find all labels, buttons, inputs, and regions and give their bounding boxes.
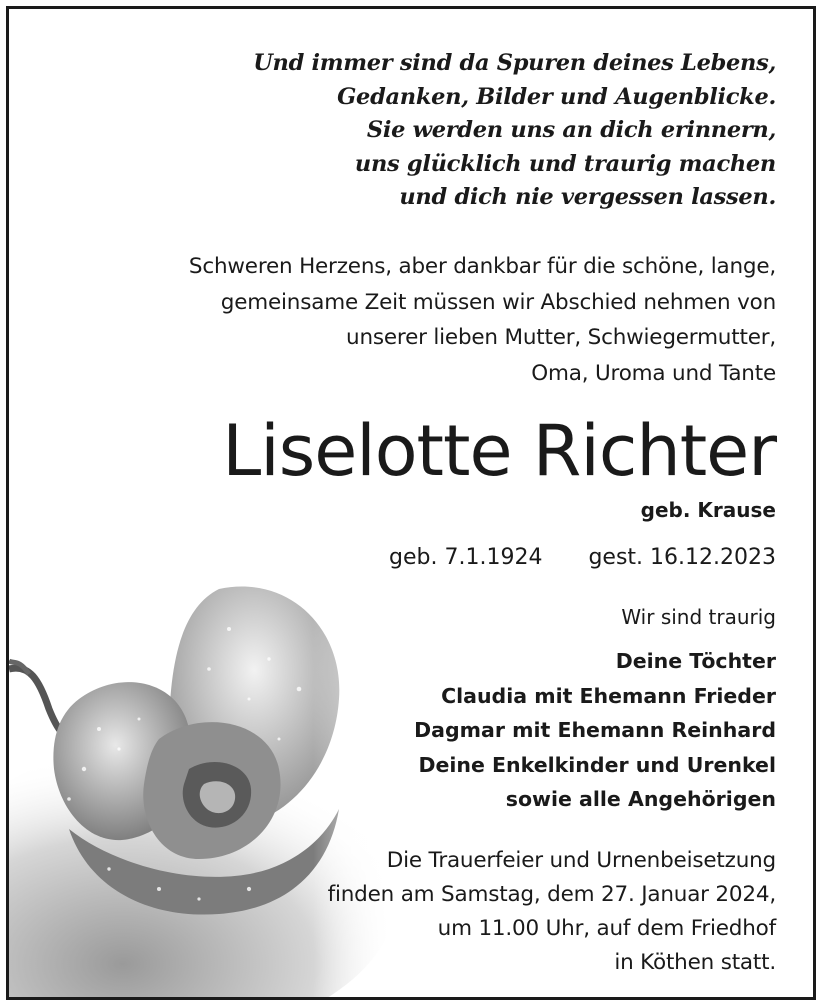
poem-line: und dich nie vergessen lassen. — [399, 184, 776, 210]
birth-date: geb. 7.1.1924 — [389, 545, 543, 570]
mourners-intro: Wir sind traurig — [621, 605, 776, 629]
mourner-line: Deine Töchter — [615, 649, 776, 673]
intro-line: unserer lieben Mutter, Schwiegermutter, — [346, 325, 776, 350]
service-line: Die Trauerfeier und Urnenbeisetzung — [386, 848, 776, 873]
intro-text — [189, 249, 776, 391]
mourner-line: Deine Enkelkinder und Urenkel — [418, 752, 776, 777]
life-dates — [389, 542, 776, 574]
service-line: finden am Samstag, dem 27. Januar 2024, — [327, 882, 776, 907]
intro-line: Oma, Uroma und Tante — [531, 360, 776, 386]
funeral-service-info — [328, 844, 776, 980]
deceased-name: Liselotte Richter — [222, 410, 776, 492]
mourner-line: Claudia mit Ehemann Frieder — [441, 683, 776, 708]
mourners-list — [414, 644, 776, 817]
mourner-line: Dagmar mit Ehemann Reinhard — [414, 718, 776, 742]
poem-line: Gedanken, Bilder und Augenblicke. — [337, 83, 776, 110]
intro-line: Schweren Herzens, aber dankbar für die schöne, lange, — [188, 254, 776, 279]
maiden-name: geb. Krause — [640, 498, 776, 522]
mourner-line: sowie alle Angehörigen — [505, 787, 776, 811]
intro-line: gemeinsame Zeit müssen wir Abschied nehmen von — [220, 289, 776, 315]
service-line: in Köthen statt. — [614, 950, 776, 975]
service-line: um 11.00 Uhr, auf dem Friedhof — [437, 916, 776, 941]
poem-line: uns glücklich und traurig machen — [354, 150, 776, 177]
obituary-notice — [6, 6, 816, 1000]
poem-line: Und immer sind da Spuren deines Lebens, — [253, 50, 776, 76]
poem — [253, 47, 776, 215]
poem-line: Sie werden uns an dich erinnern, — [366, 117, 776, 143]
death-date: gest. 16.12.2023 — [588, 545, 776, 570]
